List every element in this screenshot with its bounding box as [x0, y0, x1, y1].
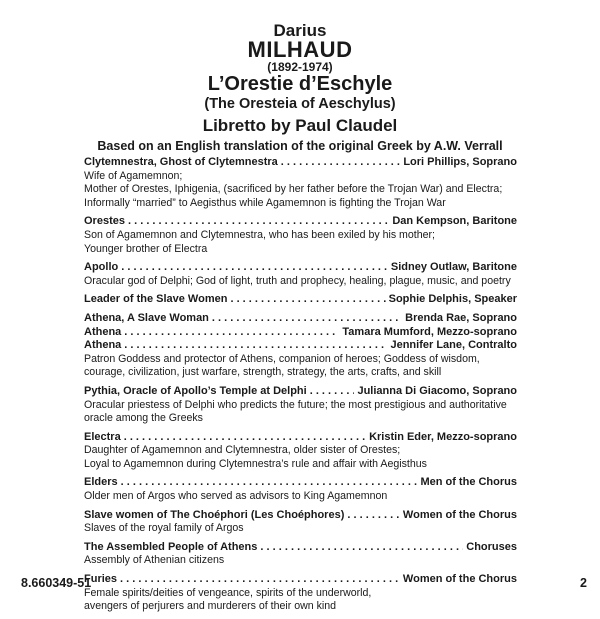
dot-leader [230, 293, 385, 307]
performer-name: Tamara Mumford, Mezzo-soprano [342, 325, 517, 338]
performer-name: Sidney Outlaw, Baritone [390, 261, 517, 274]
role-description: Oracular priestess of Delphi who predicts the future; the most prestigious and authoritative [84, 398, 507, 411]
cast-line [84, 541, 517, 555]
role-name: Electra [84, 430, 121, 443]
role-description: Assembly of Athenian citizens [84, 554, 225, 567]
cast-entry [84, 431, 517, 472]
role-description: avengers of perjurers and murderers of their own kind [84, 600, 337, 613]
dot-leader [124, 326, 339, 340]
cast-line [84, 476, 517, 490]
role-description: Patron Goddess and protector of Athens, companion of heroes; Goddess of wisdom, [84, 352, 480, 365]
work-title: L’Orestie d’Eschyle [207, 73, 393, 95]
role-description: Informally “married” to Aegisthus while Agamemnon is fighting the Trojan War [84, 196, 446, 209]
dot-leader [281, 156, 401, 170]
role-name: Slave women of The Choéphori (Les Choéphores) [84, 508, 345, 521]
cast-line [84, 339, 517, 353]
composer-dates: (1892-1974) [267, 60, 333, 74]
cast-line [84, 156, 517, 170]
performer-name: Brenda Rae, Soprano [405, 311, 517, 324]
cast-line [84, 509, 517, 523]
role-description: Slaves of the royal family of Argos [84, 522, 244, 535]
dot-leader [310, 385, 355, 399]
dot-leader [347, 509, 400, 523]
performer-name: Julianna Di Giacomo, Soprano [357, 384, 517, 397]
cast-entry [84, 385, 517, 426]
cast-entry [84, 541, 517, 568]
performer-name: Dan Kempson, Baritone [392, 215, 517, 228]
performer-name: Sophie Delphis, Speaker [388, 293, 517, 306]
role-name: Leader of the Slave Women [84, 293, 228, 306]
dot-leader [128, 215, 389, 229]
role-name: Athena [84, 339, 122, 352]
cast-line [84, 215, 517, 229]
cast-entry [84, 312, 517, 380]
role-description: Mother of Orestes, Iphigenia, (sacrificed by her father before the Trojan War) and Electra; [84, 183, 503, 196]
performer-name: Lori Phillips, Soprano [403, 156, 517, 168]
dot-leader [121, 261, 388, 275]
role-description: courage, civilization, just warfare, strength, strategy, the arts, crafts, and skill [84, 366, 442, 379]
cast-list [84, 156, 517, 619]
cast-line [84, 312, 517, 326]
performer-name: Women of the Chorus [402, 508, 517, 521]
role-name: Athena [84, 325, 122, 338]
role-description: Older men of Argos who served as advisors to King Agamemnon [84, 490, 388, 503]
cast-line [84, 293, 517, 307]
dot-leader [212, 312, 402, 326]
libretto-credit: Libretto by Paul Claudel [202, 116, 398, 135]
page-number: 2 [580, 576, 587, 590]
cast-line [84, 326, 517, 340]
work-subtitle: (The Oresteia of Aeschylus) [204, 96, 396, 112]
role-description: Oracular god of Delphi; God of light, truth and prophecy, healing, plague, music, and poetry [84, 274, 511, 287]
role-name: Clytemnestra, Ghost of Clytemnestra [84, 156, 278, 168]
dot-leader [124, 339, 387, 353]
cast-line [84, 431, 517, 445]
role-description: Wife of Agamemnon; [84, 169, 183, 182]
cast-line [84, 385, 517, 399]
role-description: Younger brother of Electra [84, 242, 208, 255]
cast-entry [84, 156, 517, 210]
cast-entry [84, 293, 517, 307]
role-description: Loyal to Agamemnon during Clytemnestra’s rule and affair with Aegisthus [84, 457, 427, 470]
role-description: Son of Agamemnon and Clytemnestra, who has been exiled by his mother; [84, 228, 435, 241]
dot-leader [121, 476, 418, 490]
cast-entry [84, 573, 517, 614]
role-description: oracle among the Greeks [84, 412, 203, 425]
role-name: Pythia, Oracle of Apollo’s Temple at Delphi [84, 384, 307, 397]
performer-name: Jennifer Lane, Contralto [390, 339, 517, 352]
role-name: Orestes [84, 215, 125, 228]
dot-leader [260, 541, 463, 555]
cast-line [84, 573, 517, 587]
role-name: The Assembled People of Athens [84, 540, 258, 553]
catalog-number: 8.660349-51 [21, 576, 92, 590]
role-name: Apollo [84, 261, 119, 274]
role-name: Elders [84, 476, 118, 489]
performer-name: Women of the Chorus [402, 573, 517, 586]
cast-entry [84, 261, 517, 288]
composer-last-name: MILHAUD [247, 37, 353, 62]
performer-name: Choruses [466, 540, 517, 553]
dot-leader [124, 431, 366, 445]
cast-entry [84, 509, 517, 536]
performer-name: Kristin Eder, Mezzo-soprano [369, 430, 517, 443]
composer-first-name: Darius [273, 21, 327, 40]
role-description: Daughter of Agamemnon and Clytemnestra, older sister of Orestes; [84, 444, 401, 457]
cast-entry [84, 476, 517, 503]
role-name: Furies [84, 573, 118, 586]
cast-line [84, 261, 517, 275]
dot-leader [120, 573, 400, 587]
translation-credit: Based on an English translation of the original Greek by A.W. Verrall [97, 139, 503, 153]
performer-name: Men of the Chorus [420, 476, 517, 489]
role-name: Athena, A Slave Woman [84, 311, 209, 324]
cast-entry [84, 215, 517, 256]
role-description: Female spirits/deities of vengeance, spirits of the underworld, [84, 586, 372, 599]
